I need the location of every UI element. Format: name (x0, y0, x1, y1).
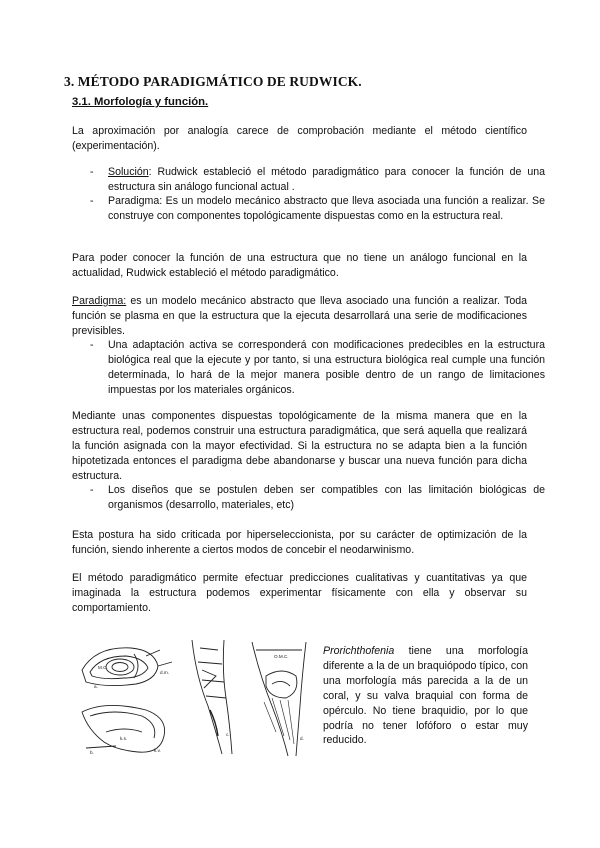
bullet-solucion (90, 165, 545, 195)
label-c: c. (226, 732, 230, 737)
paragraph-intro: La aproximación por analogía carece de comprobación mediante el método científico (experimentación). (72, 125, 527, 152)
label-ks: k.s. (120, 736, 128, 741)
bullet-lead: Solución (108, 166, 149, 178)
paradigma-text: es un modelo mecánico abstracto que lleva asociado una función a realizar. Toda función se plasma en que la estructura que la ejecuta desarrollará una serie de modificaciones previsibles. (72, 295, 527, 337)
subsection-heading: 3.1. Morfología y función. (72, 96, 209, 108)
bullet-dash: - (90, 195, 94, 207)
label-d: d. (300, 736, 304, 741)
paragraph-paradigma (72, 294, 527, 339)
bullet-paradigma (90, 194, 545, 224)
section-heading: 3. MÉTODO PARADIGMÁTICO DE RUDWICK. (64, 74, 362, 89)
figure-caption (323, 644, 528, 748)
paragraph-function: Para poder conocer la función de una estructura que no tiene un análogo funcional en la actualidad, Rudwick estableció el método paradigmático. (72, 252, 527, 279)
bullet-disenos (90, 483, 545, 513)
brachiopod-figure (76, 636, 312, 760)
genus-name: Prorichthofenia (323, 645, 395, 657)
term-paradigma: Paradigma: (72, 295, 127, 307)
bullet-text: Una adaptación activa se corresponderá con modificaciones predecibles en la estructura biológica real que la ejecute y por tanto, si una estructura biológica real cumple una función determinada, lo hará de la mejor manera posible dentro de un rango de limitaciones impuestas por los materiales orgánicos. (108, 339, 545, 396)
label-b: b. (90, 750, 94, 755)
bullet-text: Los diseños que se postulen deben ser compatibles con las limitación biológicas de organismos (desarrollo, materiales, etc) (108, 484, 545, 511)
label-a: a. (94, 684, 98, 689)
bullet-dash: - (90, 484, 94, 496)
paragraph-critica: Esta postura ha sido criticada por hiperseleccionista, por su carácter de optimización de la función, siendo inherente a ciertos modos de concebir el neodarwinismo. (72, 529, 527, 556)
bullet-dash: - (90, 166, 94, 178)
label-mc: M.C. (98, 665, 108, 670)
label-omc: O.M.C. (274, 654, 289, 659)
bullet-text: : Rudwick estableció el método paradigmático para conocer la función de una estructura sin análogo funcional actual . (108, 166, 545, 193)
paragraph-componentes: Mediante unas componentes dispuestas topológicamente de la misma manera que en la estructura real, podemos construir una estructura paradigmática, que será aquella que realizará la función asignada con la mayor efectividad. Si la estructura no se adapta bien a la función hipotetizada entonces el paradigma debe abandonarse y buscar una nueva función para dicha estructura. (72, 410, 527, 482)
caption-text: tiene una morfología diferente a la de un braquiópodo típico, con una morfología más parecida a la de un coral, y su valva braquial con forma de opérculo. No tiene braquidio, por lo que podría no tener lofóforo o estar muy reducido. (323, 645, 528, 747)
bullet-adaptacion (90, 338, 545, 398)
bullet-text: Paradigma: Es un modelo mecánico abstracto que lleva asociada una función a realizar. Se construye con componentes topológicamente dispuestas como en la estructura real. (108, 195, 545, 222)
bullet-dash: - (90, 339, 94, 351)
label-kv: k.v. (154, 748, 161, 753)
label-dm: d.m. (160, 670, 169, 675)
paragraph-predicciones: El método paradigmático permite efectuar predicciones cualitativas y cuantitativas ya que imaginada la estructura podemos experimentar físicamente con ella y observar su comportamiento. (72, 572, 527, 614)
